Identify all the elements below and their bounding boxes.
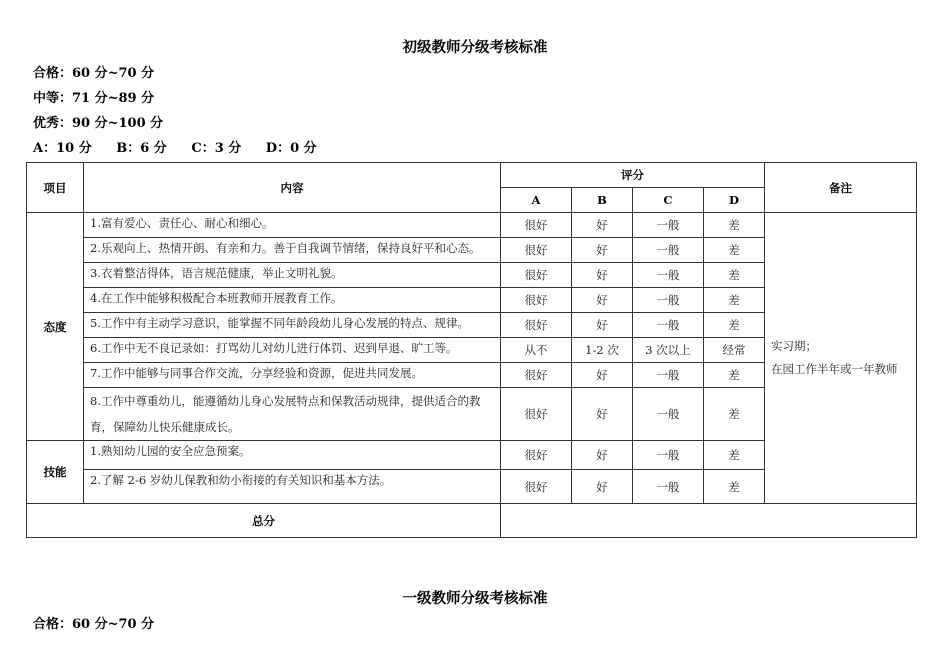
score-a: 很好 (501, 441, 572, 470)
pass-range: 合格：60 分~70 分 (33, 66, 155, 81)
row-content: 2.乐观向上、热情开朗、有亲和力。善于自我调节情绪，保持良好平和心态。 (84, 238, 501, 263)
excellent-range: 优秀：90 分~100 分 (33, 116, 164, 131)
score-a: 很好 (501, 388, 572, 441)
category-attitude: 态度 (27, 213, 84, 441)
score-c: 一般 (633, 238, 704, 263)
row-content: 8.工作中尊重幼儿，能遵循幼儿身心发展特点和保教活动规律，提供适合的教育，保障幼儿快乐健康成长。 (84, 388, 501, 441)
score-c: 一般 (633, 441, 704, 470)
score-d: 差 (704, 263, 765, 288)
remark-cell (765, 213, 917, 504)
score-d: 差 (704, 313, 765, 338)
score-c: 一般 (633, 288, 704, 313)
header-row (27, 163, 917, 188)
score-c: 一般 (633, 213, 704, 238)
score-d: 差 (704, 288, 765, 313)
score-a: 很好 (501, 470, 572, 504)
grade-d: D：0 分 (265, 141, 317, 156)
category-skills: 技能 (27, 441, 84, 504)
score-c: 一般 (633, 313, 704, 338)
score-d: 差 (704, 213, 765, 238)
section2-title: 一级教师分级考核标准 (402, 590, 548, 607)
score-b: 好 (572, 388, 633, 441)
header-score: 评分 (501, 163, 765, 188)
score-a: 很好 (501, 213, 572, 238)
score-b: 好 (572, 238, 633, 263)
score-b: 好 (572, 313, 633, 338)
total-row (27, 504, 917, 538)
score-c: 一般 (633, 388, 704, 441)
header-content: 内容 (84, 163, 501, 213)
score-b: 好 (572, 363, 633, 388)
score-b: 好 (572, 441, 633, 470)
row-content: 1.熟知幼儿园的安全应急预案。 (84, 441, 501, 470)
header-col-d: D (704, 188, 765, 213)
score-a: 很好 (501, 238, 572, 263)
grade-c: C：3 分 (191, 141, 242, 156)
table-row (27, 213, 917, 238)
score-a: 从不 (501, 338, 572, 363)
score-a: 很好 (501, 288, 572, 313)
score-a: 很好 (501, 263, 572, 288)
page-title: 初级教师分级考核标准 (402, 39, 548, 56)
grade-b: B：6 分 (116, 141, 167, 156)
score-d: 差 (704, 363, 765, 388)
row-content: 1.富有爱心、责任心、耐心和细心。 (84, 213, 501, 238)
score-a: 很好 (501, 363, 572, 388)
section2-pass-range: 合格：60 分~70 分 (33, 617, 155, 632)
score-b: 1-2 次 (572, 338, 633, 363)
row-content: 7.工作中能够与同事合作交流，分享经验和资源，促进共同发展。 (84, 363, 501, 388)
row-content: 6.工作中无不良记录如：打骂幼儿对幼儿进行体罚、迟到早退、旷工等。 (84, 338, 501, 363)
score-d: 差 (704, 441, 765, 470)
remark-line-2: 在园工作半年或一年教师 (771, 362, 898, 376)
score-c: 一般 (633, 363, 704, 388)
score-d: 差 (704, 470, 765, 504)
grade-values (33, 137, 337, 156)
header-col-a: A (501, 188, 572, 213)
assessment-table (26, 162, 917, 538)
medium-range: 中等：71 分~89 分 (33, 91, 155, 106)
score-d: 差 (704, 388, 765, 441)
score-a: 很好 (501, 313, 572, 338)
score-b: 好 (572, 288, 633, 313)
score-b: 好 (572, 470, 633, 504)
row-content: 4.在工作中能够积极配合本班教师开展教育工作。 (84, 288, 501, 313)
row-content: 3.衣着整洁得体，语言规范健康，举止文明礼貌。 (84, 263, 501, 288)
remark-line-1: 实习期； (771, 339, 817, 353)
header-item: 项目 (27, 163, 84, 213)
header-remark: 备注 (765, 163, 917, 213)
score-b: 好 (572, 263, 633, 288)
header-col-b: B (572, 188, 633, 213)
row-content: 5.工作中有主动学习意识，能掌握不同年龄段幼儿身心发展的特点、规律。 (84, 313, 501, 338)
grade-a: A：10 分 (33, 141, 92, 156)
row-content: 2.了解 2-6 岁幼儿保教和幼小衔接的有关知识和基本方法。 (84, 470, 501, 504)
score-c: 一般 (633, 470, 704, 504)
score-d: 经常 (704, 338, 765, 363)
score-c: 一般 (633, 263, 704, 288)
total-value (501, 504, 917, 538)
header-col-c: C (633, 188, 704, 213)
score-c: 3 次以上 (633, 338, 704, 363)
score-b: 好 (572, 213, 633, 238)
score-d: 差 (704, 238, 765, 263)
total-label: 总分 (27, 504, 501, 538)
